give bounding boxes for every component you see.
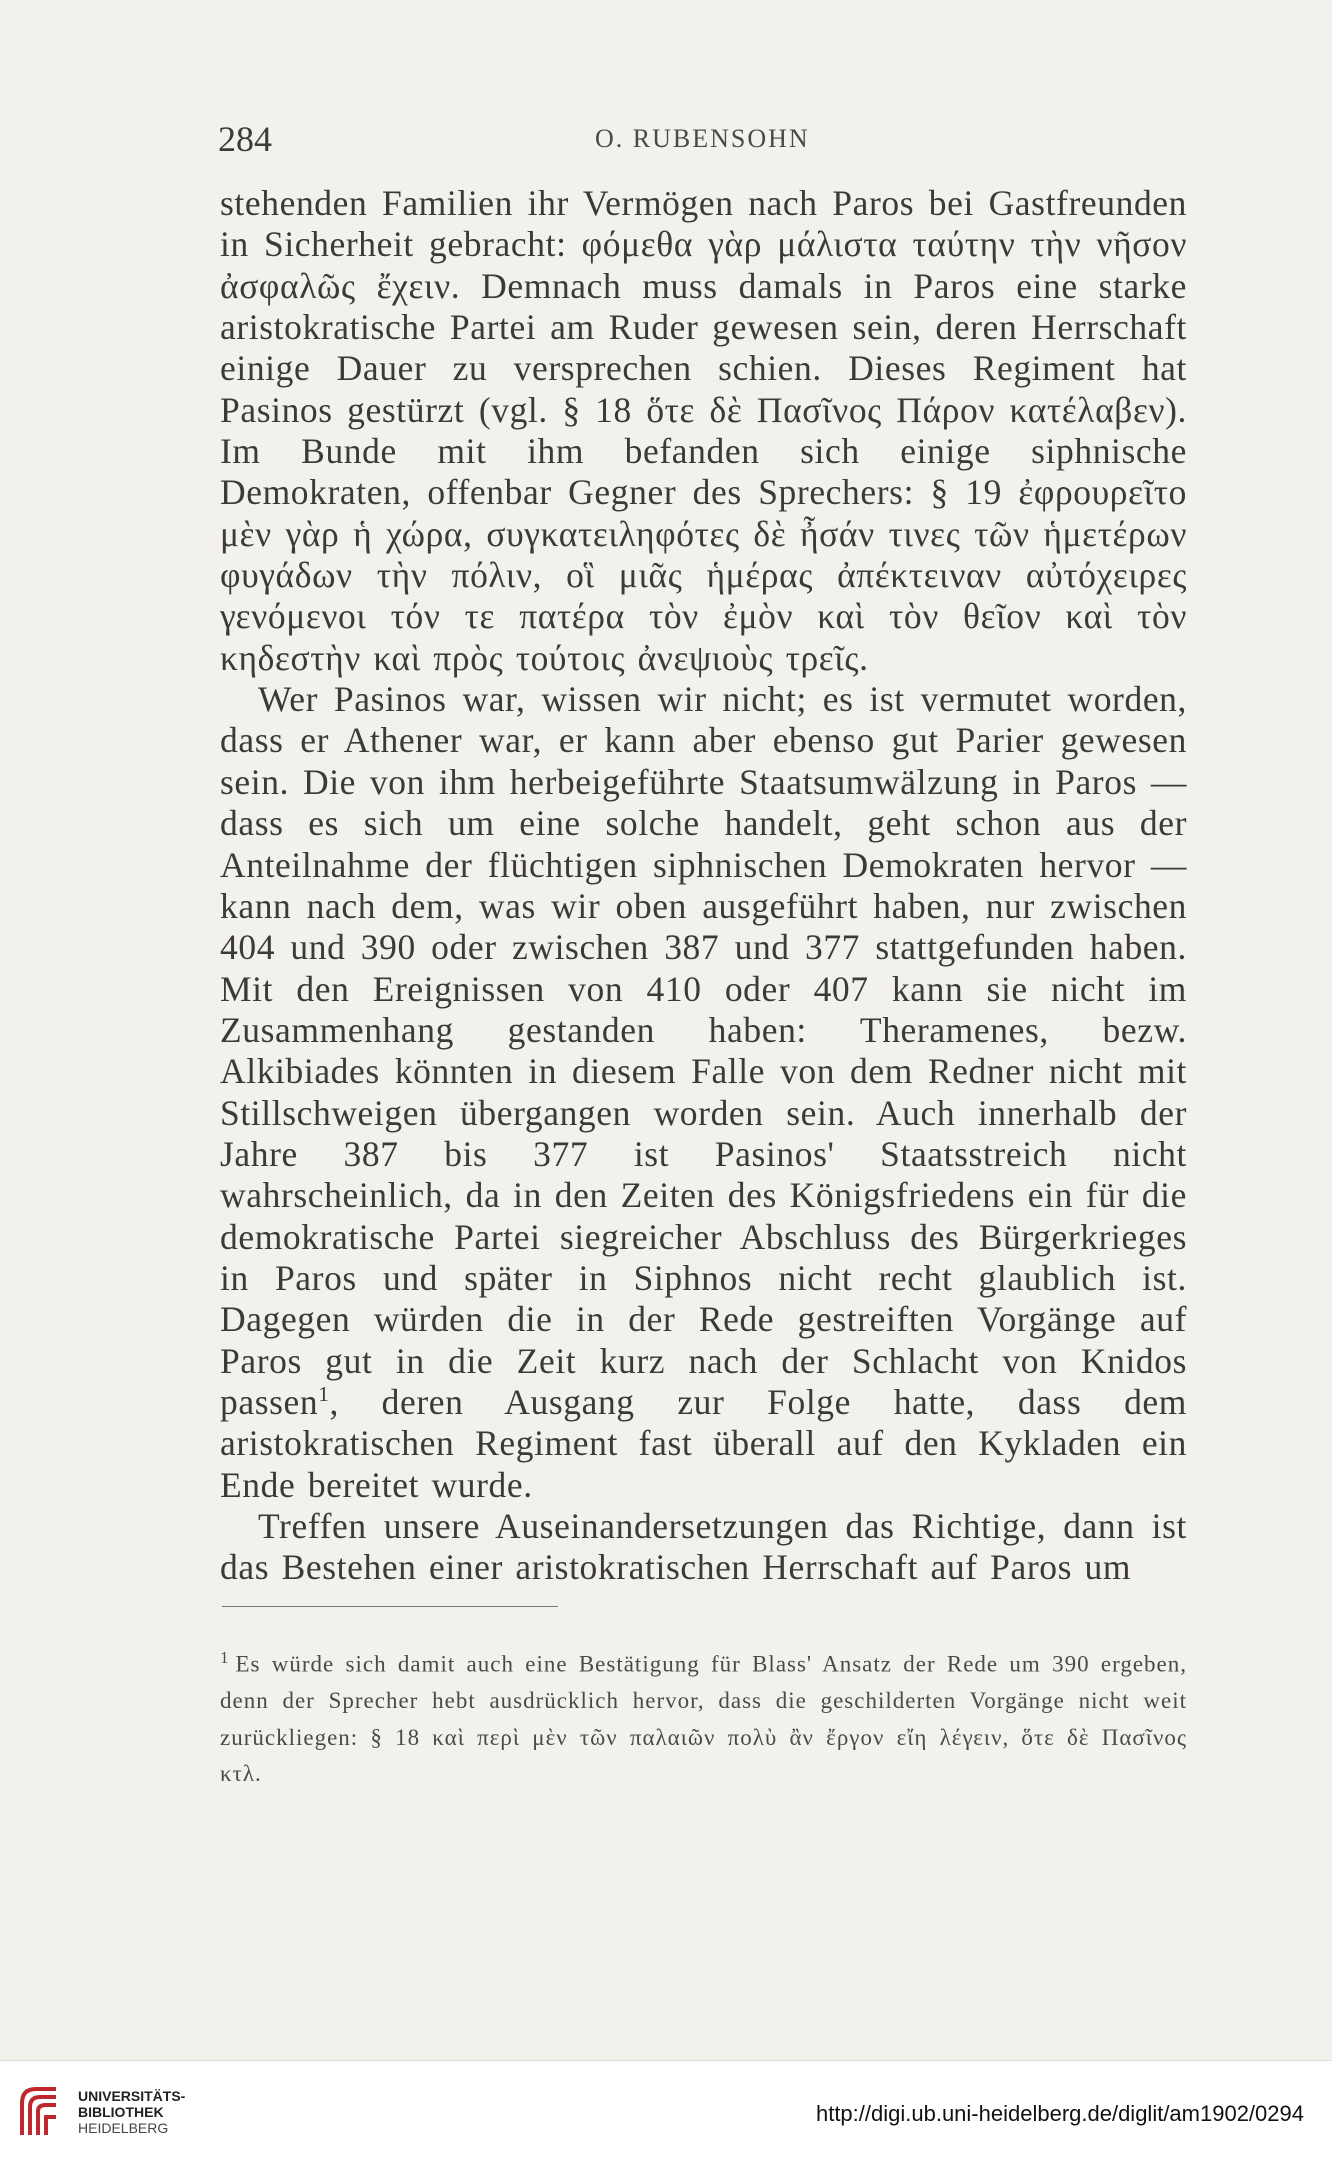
institution-name — [78, 2088, 185, 2136]
footnote-text: Es würde sich damit auch eine Bestätigung für Blass' Ansatz der Rede um 390 ergeben, denn der Sprecher hebt ausdrücklich hervor, dass die geschilderten Vorgänge nicht weit zurückliegen: § 18 καὶ περὶ μὲν τῶν παλαιῶν πολὺ ἂν ἔργον εἴη λέγειν, ὅτε δὲ Πασῖνος κτλ. — [220, 1651, 1187, 1787]
paragraph-2-continuation: , deren Ausgang zur Folge hatte, dass dem aristokratischen Regiment fast überall auf den Kykladen ein Ende bereitet wurde. — [220, 1381, 1187, 1505]
page-header — [0, 118, 1332, 158]
footnote — [220, 1640, 1187, 1793]
paragraph-1: stehenden Familien ihr Vermögen nach Paros bei Gastfreunden in Sicherheit gebracht: φόμεθα γὰρ μάλιστα ταύτην τὴν νῆσον ἀσφαλῶς ἔχειν. Demnach muss damals in Paros eine starke aristokratische Partei am Ruder gewesen sein, deren Herrschaft einige Dauer zu versprechen schien. Dieses Regiment hat Pasinos gestürzt (vgl. § 18 ὅτε δὲ Πασῖνος Πάρον κατέλαβεν). Im Bunde mit ihm befanden sich einige siphnische Demokraten, offenbar Gegner des Sprechers: § 19 ἐφρουρεῖτο μὲν γὰρ ἡ χώρα, συγκατειληφότες δὲ ἦσάν τινες τῶν ἡμετέρων φυγάδων τὴν πόλιν, οἳ μιᾶς ἡμέρας ἀπέκτειναν αὐτόχειρες γενόμενοι τόν τε πατέρα τὸν ἐμὸν καὶ τὸν θεῖον καὶ τὸν κηδεστὴν καὶ πρὸς τούτοις ἀνεψιοὺς τρεῖς. — [220, 183, 1187, 678]
paragraph-2 — [220, 679, 1187, 1506]
footnote-divider — [222, 1606, 558, 1607]
running-title: O. RUBENSOHN — [595, 124, 810, 153]
institution-line-2: BIBLIOTHEK — [78, 2104, 164, 2120]
digitization-footer — [0, 2060, 1332, 2159]
footnote-reference: 1 — [318, 1382, 330, 1407]
page-number: 284 — [218, 119, 272, 159]
institution-line-1: UNIVERSITÄTS- — [78, 2088, 186, 2104]
paragraph-3: Treffen unsere Auseinandersetzungen das Richtige, dann ist das Bestehen einer aristokratischen Herrschaft auf Paros um — [220, 1506, 1187, 1588]
paragraph-2-text: Wer Pasinos war, wissen wir nicht; es ist vermutet worden, dass er Athener war, er kann aber ebenso gut Parier gewesen sein. Die von ihm herbeigeführte Staatsumwälzung in Paros — dass es sich um eine solche handelt, geht schon aus der Anteilnahme der flüchtigen siphnischen Demokraten hervor — kann nach dem, was wir oben ausgeführt haben, nur zwischen 404 und 390 oder zwischen 387 und 377 stattgefunden haben. Mit den Ereignissen von 410 oder 407 kann sie nicht im Zusammenhang gestanden haben: Theramenes, bezw. Alkibiades könnten in diesem Falle von dem Redner nicht mit Stillschweigen übergangen worden sein. Auch innerhalb der Jahre 387 bis 377 ist Pasinos' Staatsstreich nicht wahrscheinlich, da in den Zeiten des Königsfriedens ein für die demokratische Partei siegreicher Abschluss des Bürgerkrieges in Paros und später in Siphnos nicht recht glaublich ist. Dagegen würden die in der Rede gestreiften Vorgänge auf Paros gut in die Zeit kurz nach der Schlacht von Knidos passen — [220, 679, 1187, 1422]
institution-line-3: HEIDELBERG — [78, 2120, 169, 2136]
footnote-mark: 1 — [220, 1648, 230, 1667]
body-text — [220, 183, 1187, 1589]
ub-heidelberg-logo-icon — [16, 2081, 68, 2141]
permalink-url[interactable]: http://digi.ub.uni-heidelberg.de/diglit/am1902/0294 — [815, 2101, 1304, 2126]
